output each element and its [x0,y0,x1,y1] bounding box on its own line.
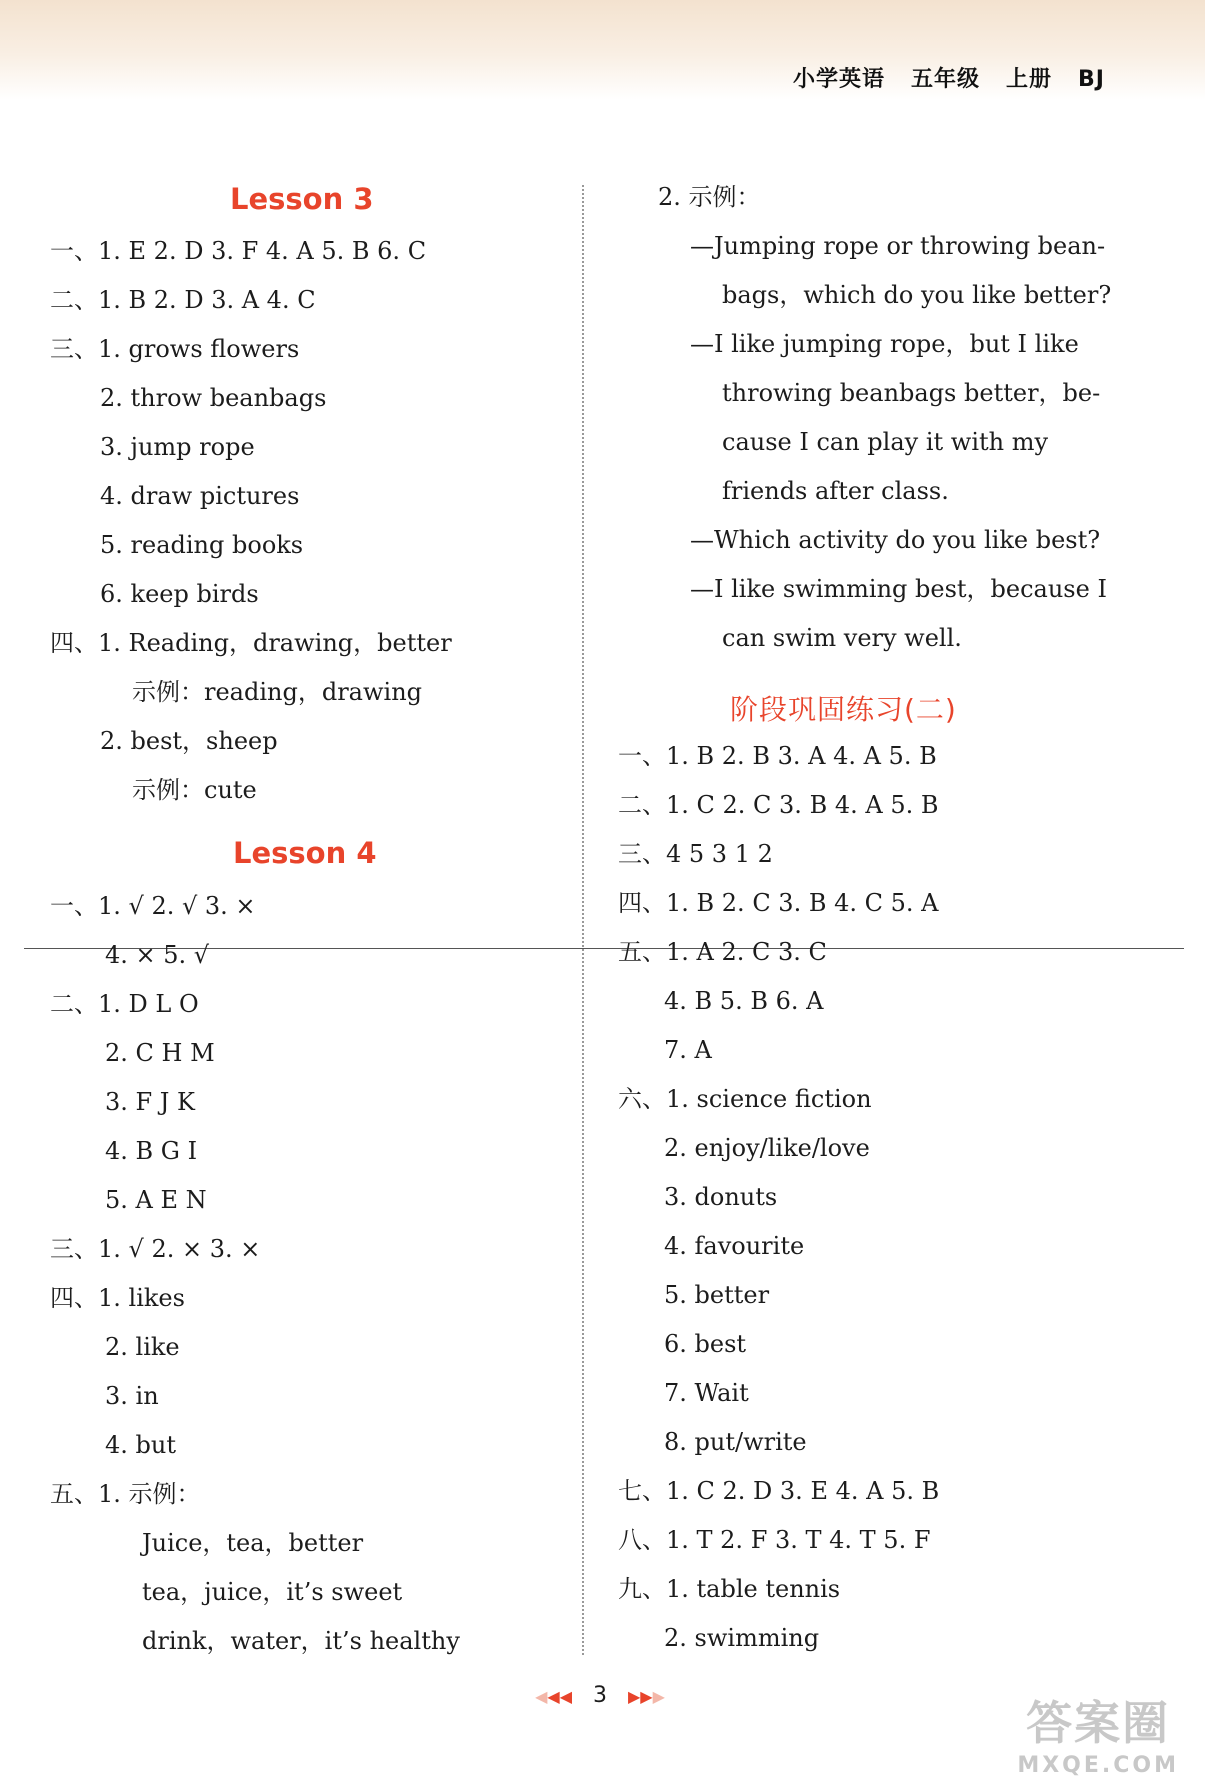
answer-row: —I like swimming best，because I [690,575,1107,603]
answer-row: friends after class. [722,477,949,505]
answer-row: —I like jumping rope，but I like [690,330,1079,358]
answer-row: 4. B G I [105,1137,198,1165]
answer-row: 3. jump rope [100,433,255,461]
answer-row: 四、1. Reading，drawing，better [50,629,452,657]
answer-row: 三、1. √ 2. × 3. × [50,1235,261,1263]
answer-row: bags，which do you like better? [722,281,1112,309]
answer-row: 6. best [664,1330,747,1358]
answer-row: 六、1. science fiction [618,1085,872,1113]
answer-row: 2. throw beanbags [100,384,327,412]
answer-row: 三、1. grows flowers [50,335,300,363]
answer-row: can swim very well. [722,624,962,652]
answer-row: 3. F J K [105,1088,195,1116]
answer-row: 4. but [105,1431,176,1459]
answer-row: 三、4 5 3 1 2 [618,840,773,868]
answer-row: 4. favourite [664,1232,805,1260]
header-edition: BJ [1078,67,1105,92]
answer-row: 7. Wait [664,1379,749,1407]
watermark [1017,1687,1179,1778]
header-subject: 小学英语 [793,67,886,92]
answer-row: 五、1. 示例： [50,1480,201,1508]
answer-row: 2. best，sheep [100,727,278,755]
double-right-triangle-icon: ▶▶▶ [627,1687,665,1706]
answer-row: —Jumping rope or throwing bean- [690,232,1106,260]
lesson3-title: Lesson 3 [230,182,374,216]
answer-row: 2. C H M [105,1039,215,1067]
answer-row: 5. A E N [105,1186,207,1214]
answer-row: 四、1. B 2. C 3. B 4. C 5. A [618,889,939,917]
header-volume: 上册 [1006,67,1053,92]
answer-row: 五、1. A 2. C 3. C [618,938,827,966]
review-title: 阶段巩固练习(二) [730,693,957,726]
answer-row: 七、1. C 2. D 3. E 4. A 5. B [618,1477,940,1505]
answer-row: 6. keep birds [100,580,259,608]
answer-row: 四、1. likes [50,1284,185,1312]
watermark-logo: 答案圈 [1026,1696,1171,1750]
answer-row: tea，juice，it’s sweet [142,1578,403,1606]
answer-row: 示例：reading，drawing [132,678,423,706]
answer-row: 7. A [664,1036,712,1064]
answer-row: 5. reading books [100,531,304,559]
page-footer [500,1683,700,1708]
page-number: 3 [593,1683,607,1708]
watermark-url: MXQE.COM [1017,1753,1179,1778]
answer-row: 一、1. B 2. B 3. A 4. A 5. B [618,742,937,770]
answer-row: 2. 示例： [658,183,761,211]
answer-row: 2. swimming [664,1624,820,1652]
answer-row: drink，water，it’s healthy [142,1627,460,1655]
column-divider [582,185,584,1655]
answer-row: 二、1. B 2. D 3. A 4. C [50,286,316,314]
answer-row: Juice，tea，better [142,1529,364,1557]
lesson4-title: Lesson 4 [233,836,377,870]
answer-row: 一、1. E 2. D 3. F 4. A 5. B 6. C [50,237,427,265]
answer-row: 3. in [105,1382,159,1410]
answer-row: 一、1. √ 2. √ 3. × [50,892,256,920]
double-left-triangle-icon: ◀◀◀ [535,1687,573,1706]
book-header [793,62,1105,93]
answer-row: 5. better [664,1281,770,1309]
answer-row: throwing beanbags better，be- [722,379,1101,407]
answer-row: 二、1. C 2. C 3. B 4. A 5. B [618,791,939,819]
answer-row: —Which activity do you like best? [690,526,1101,554]
answer-row: 2. enjoy/like/love [664,1134,870,1162]
answer-row: 8. put/write [664,1428,807,1456]
answer-row: 九、1. table tennis [618,1575,841,1603]
answer-row: cause I can play it with my [722,428,1049,456]
answer-row: 3. donuts [664,1183,778,1211]
answer-row: 八、1. T 2. F 3. T 4. T 5. F [618,1526,931,1554]
answer-row: 4. × 5. √ [105,941,210,969]
answer-row: 二、1. D L O [50,990,199,1018]
answer-row: 4. B 5. B 6. A [664,987,824,1015]
header-grade: 五年级 [911,67,981,92]
answer-row: 2. like [105,1333,180,1361]
answer-row: 4. draw pictures [100,482,300,510]
answer-row: 示例：cute [132,776,257,804]
